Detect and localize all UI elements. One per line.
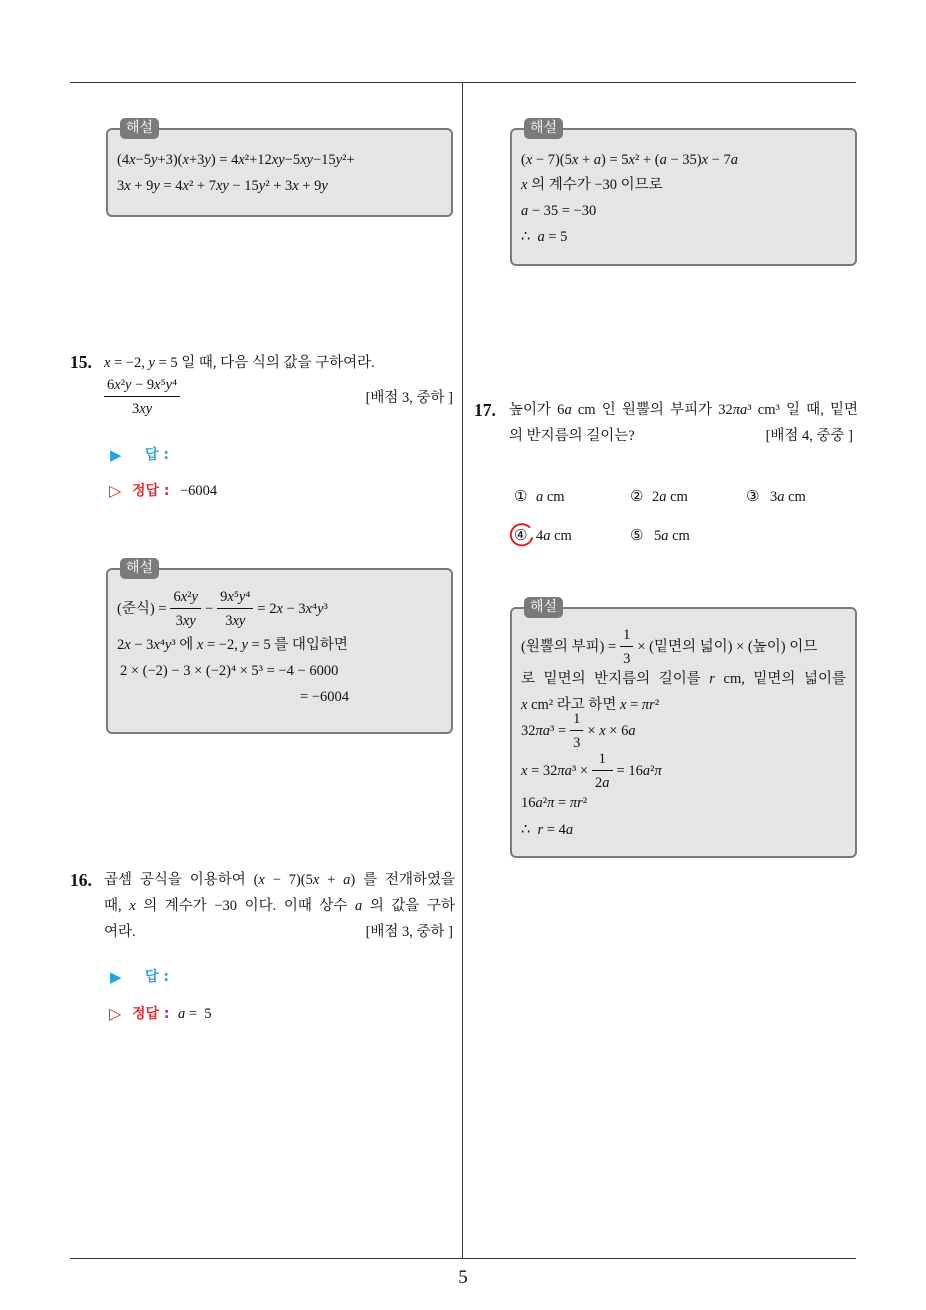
choice-option-1: [514, 487, 565, 505]
question-number-15: 15.: [70, 352, 92, 372]
question-number-17: 17.: [474, 400, 496, 420]
fraction: [217, 588, 253, 630]
solution-text: × x × 6a: [587, 723, 636, 739]
solution-text: 32πa³ =: [521, 723, 567, 739]
fraction-numerator: 9x⁵y⁴: [217, 588, 253, 609]
solution-text: x = 32πa³ ×: [521, 763, 589, 779]
question-17-points: [배점 4, 중중 ]: [765, 428, 853, 444]
solution-line: = −6004: [300, 689, 349, 705]
choice-number: ②: [630, 487, 644, 505]
choice-text: a cm: [536, 489, 565, 505]
choice-option-3: [746, 487, 806, 505]
choice-number: ①: [514, 487, 528, 505]
solution-tab: 해설: [120, 118, 159, 139]
solution-line: [521, 749, 662, 793]
solution-line: x cm² 라고 하면 x = πr²: [521, 697, 660, 713]
solution-line: x 의 계수가 −30 이므로: [521, 177, 663, 193]
fraction-denominator: 3xy: [225, 613, 246, 629]
solution-box-q16: [510, 120, 857, 266]
solution-line: ∴ a = 5: [521, 229, 568, 245]
choice-text: 2a cm: [652, 489, 688, 505]
solution-line: 2x − 3x⁴y³ 에 x = −2, y = 5 를 대입하면: [117, 637, 348, 653]
solution-tab: 해설: [524, 597, 563, 618]
page-number: 5: [458, 1267, 468, 1288]
solution-line: (4x−5y+3)(x+3y) = 4x²+12xy−5xy−15y²+: [117, 152, 355, 168]
solution-line: 2 × (−2) − 3 × (−2)⁴ × 5³ = −4 − 6000: [120, 663, 339, 679]
solution-tab: 해설: [120, 558, 159, 579]
solution-line: 로 밑면의 반지름의 길이를 r cm, 밑면의 넓이를: [521, 671, 846, 687]
solution-operator: −: [204, 601, 214, 617]
fraction-numerator: 1: [592, 750, 613, 771]
question-number-16: 16.: [70, 870, 92, 890]
fraction: [570, 710, 583, 752]
bottom-rule: [70, 1258, 856, 1259]
top-rule: [70, 82, 856, 83]
solution-text: = 2x − 3x⁴y³: [257, 601, 328, 617]
solution-box-q17: [510, 599, 857, 858]
solution-line: (x − 7)(5x + a) = 5x² + (a − 35)x − 7a: [521, 152, 738, 168]
fraction-denominator: 2a: [595, 775, 610, 791]
solution-line: [521, 625, 817, 669]
solution-line: 16a²π = πr²: [521, 795, 588, 811]
fraction-denominator: 3xy: [132, 401, 153, 417]
fraction-numerator: 1: [570, 710, 583, 731]
question-15-prompt: x = −2, y = 5 일 때, 다음 식의 값을 구하여라.: [104, 355, 375, 371]
fraction-denominator: 3: [623, 651, 631, 667]
solution-text: = 16a²π: [616, 763, 662, 779]
solution-line: a − 35 = −30: [521, 203, 597, 219]
choice-text: 5a cm: [654, 528, 690, 544]
solution-tab: 해설: [524, 118, 563, 139]
correct-answer-value: −6004: [180, 483, 218, 499]
fraction-numerator: 6x²y − 9x⁵y⁴: [104, 376, 180, 397]
question-17-prompt-line: 높이가 6a cm 인 원뿔의 부피가 32πa³ cm³ 일 때, 밑면: [509, 402, 858, 418]
correct-answer-value: a = 5: [178, 1006, 212, 1022]
fraction: [592, 750, 613, 792]
answer-marker-icon: ▶: [110, 446, 122, 464]
solution-box-top-left: [106, 120, 453, 217]
question-16-prompt-line: 때, x 의 계수가 −30 이다. 이때 상수 a 의 값을 구하: [104, 898, 455, 914]
correct-marker-icon: ▷: [109, 481, 122, 500]
solution-line: 3x + 9y = 4x² + 7xy − 15y² + 3x + 9y: [117, 178, 328, 194]
fraction: [170, 588, 200, 630]
choice-option-5: [630, 526, 690, 544]
correct-answer-label: 정답 :: [132, 483, 170, 499]
question-15-expression: [104, 376, 180, 418]
fraction-numerator: 6x²y: [170, 588, 200, 609]
solution-line: ∴ r = 4a: [521, 822, 574, 838]
answer-mark-circle: [506, 520, 536, 550]
fraction-numerator: 1: [620, 626, 633, 647]
choice-text: 4a cm: [536, 528, 572, 544]
choice-option-4: [514, 526, 572, 544]
choice-option-2: [630, 487, 688, 505]
correct-marker-icon: ▷: [109, 1004, 122, 1023]
choice-number: ⑤: [630, 526, 644, 544]
choice-text: 3a cm: [770, 489, 806, 505]
solution-line: [521, 709, 636, 753]
choice-number: ③: [746, 487, 760, 505]
question-16-prompt-line: 곱셈 공식을 이용하여 (x − 7)(5x + a) 를 전개하였을: [104, 872, 455, 888]
fraction-denominator: 3xy: [175, 613, 196, 629]
solution-text: (원뿔의 부피) =: [521, 639, 617, 655]
question-15-points: [배점 3, 중하 ]: [365, 390, 453, 406]
choice-number: ④: [514, 526, 528, 544]
answer-marker-icon: ▶: [110, 968, 122, 986]
correct-answer-label: 정답 :: [132, 1006, 170, 1022]
solution-line: [117, 587, 328, 631]
question-16-points: [배점 3, 중하 ]: [365, 924, 453, 940]
answer-label: 답 :: [145, 447, 169, 463]
question-17-prompt-line: 의 반지름의 길이는?: [509, 428, 635, 444]
solution-text: × (밑면의 넓이) × (높이) 이므: [637, 639, 818, 655]
solution-text: (준식) =: [117, 601, 167, 617]
answer-label: 답 :: [145, 969, 169, 985]
column-divider: [462, 82, 463, 1259]
question-16-prompt-line: 여라.: [104, 924, 136, 940]
fraction-denominator: 3: [573, 735, 581, 751]
solution-box-q15: [106, 560, 453, 734]
fraction: [620, 626, 633, 668]
